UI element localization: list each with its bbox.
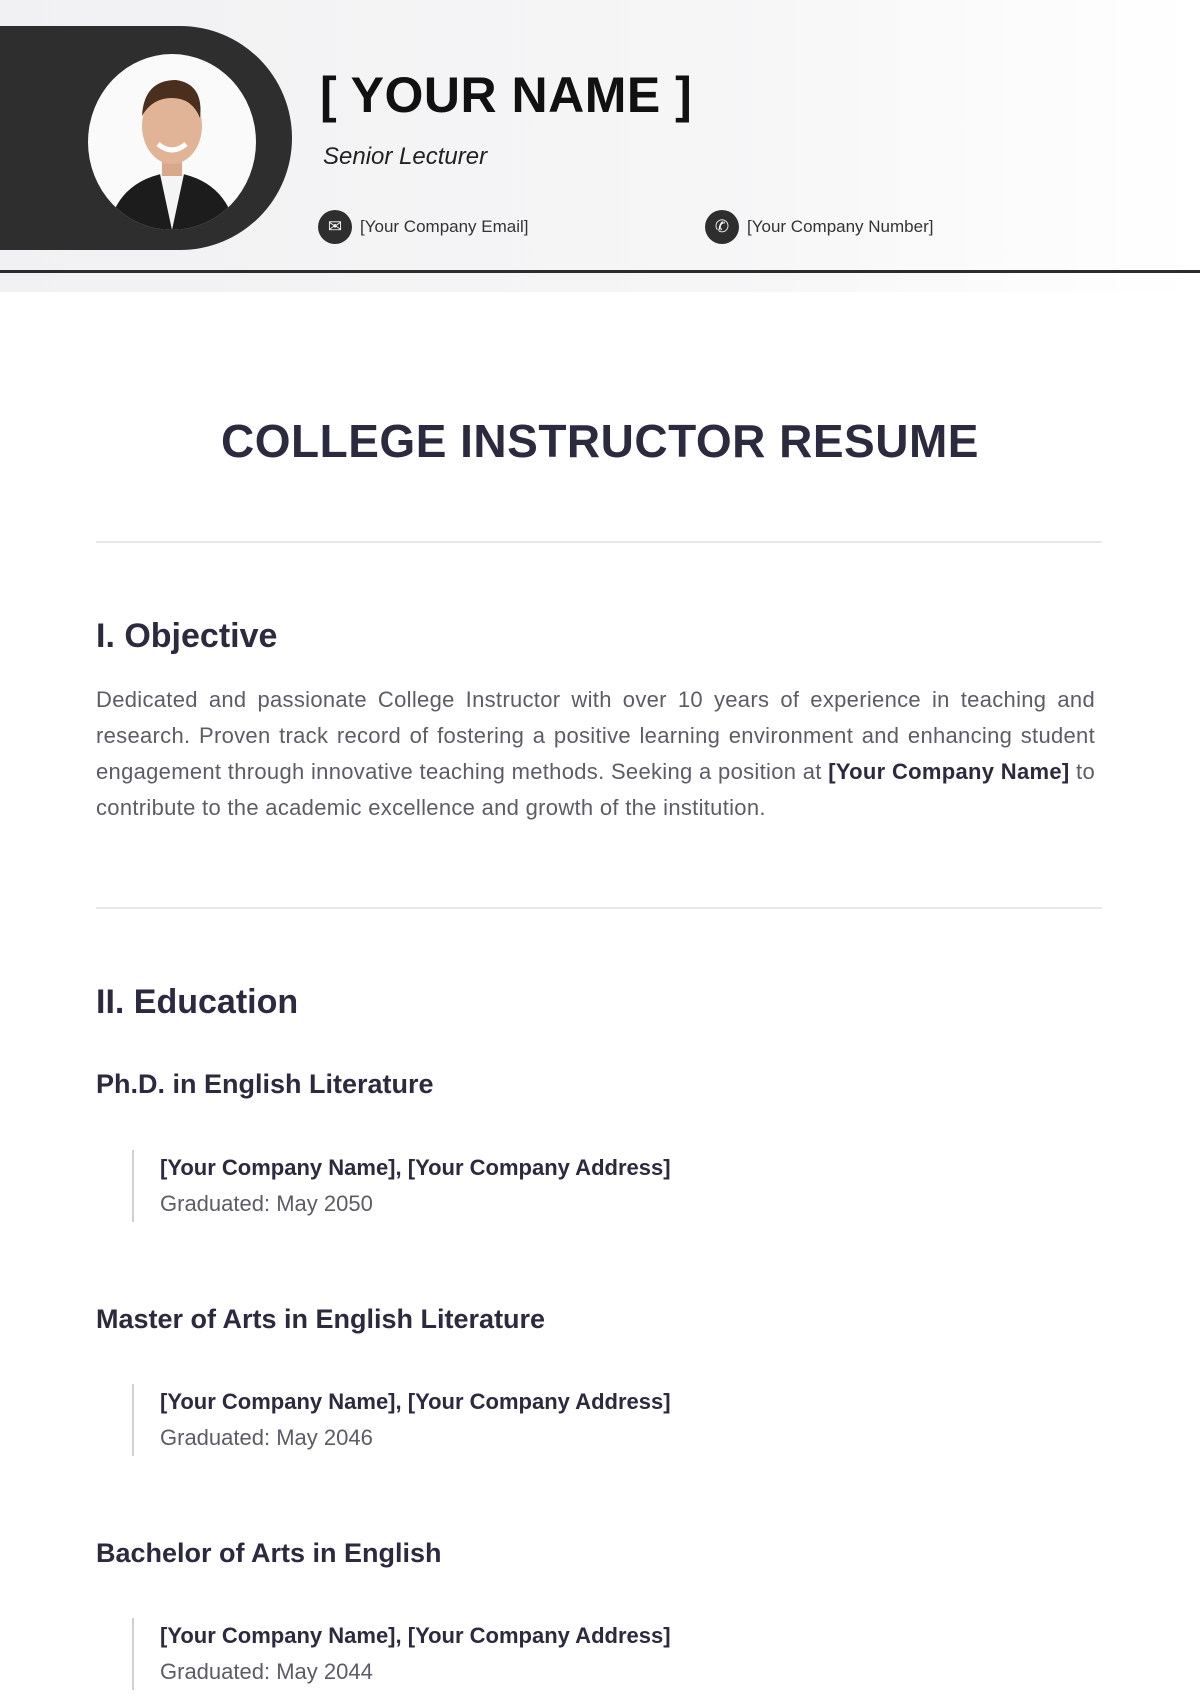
degree-title: Ph.D. in English Literature — [96, 1069, 434, 1099]
objective-company: [Your Company Name] — [828, 759, 1070, 784]
profile-photo — [88, 54, 256, 230]
school: [Your Company Name], [Your Company Address] — [160, 1155, 671, 1180]
graduation-date: Graduated: May 2044 — [160, 1659, 373, 1684]
degree-title: Bachelor of Arts in English — [96, 1538, 442, 1568]
graduation-date: Graduated: May 2046 — [160, 1425, 373, 1450]
phone-text: [Your Company Number] — [747, 217, 934, 236]
education-entry — [132, 1618, 671, 1690]
education-entry — [132, 1150, 671, 1222]
phone-contact — [705, 210, 933, 244]
school: [Your Company Name], [Your Company Address] — [160, 1389, 671, 1414]
graduation-date: Graduated: May 2050 — [160, 1191, 373, 1216]
divider — [96, 907, 1102, 909]
education-entry — [132, 1384, 671, 1456]
objective-text-end: to contribute to the academic excellence and growth of the institution. — [96, 759, 1095, 820]
divider — [96, 541, 1102, 543]
email-icon: ✉ — [318, 210, 352, 244]
objective-text-start: Dedicated and passionate College Instructor with over 10 years of experience in teaching and research. Proven track record of fostering a positive learning environment and enhancing student engagement through innovative teaching methods. Seeking a position at — [96, 687, 1095, 784]
education-heading: II. Education — [96, 983, 299, 1021]
email-contact — [318, 210, 529, 244]
objective-heading: I. Objective — [96, 617, 278, 655]
candidate-role: Senior Lecturer — [323, 143, 488, 170]
email-text: [Your Company Email] — [360, 217, 529, 236]
degree-title: Master of Arts in English Literature — [96, 1304, 546, 1334]
document-title: COLLEGE INSTRUCTOR RESUME — [221, 415, 979, 467]
phone-icon: ✆ — [705, 210, 739, 244]
resume-header — [0, 0, 1200, 292]
objective-text — [96, 682, 1095, 826]
school: [Your Company Name], [Your Company Address] — [160, 1623, 671, 1648]
header-divider — [0, 270, 1200, 273]
candidate-name: [ YOUR NAME ] — [320, 67, 693, 123]
